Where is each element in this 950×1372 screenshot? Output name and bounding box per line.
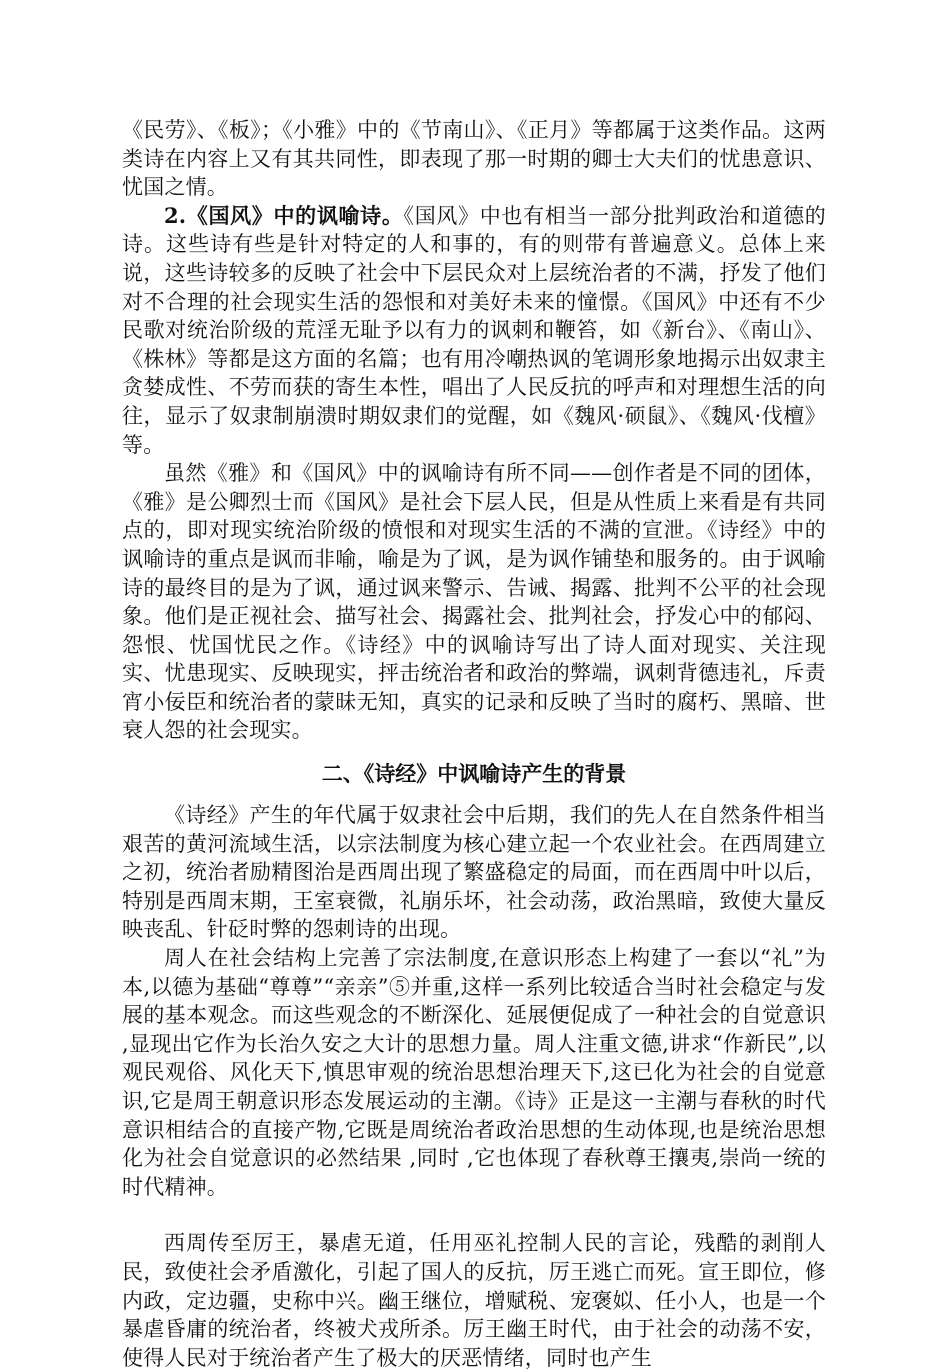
paragraph-continued: 《民劳》、《板》；《小雅》中的《节南山》、《正月》等都属于这类作品。这两类诗在内容上又有其共同性，即表现了那一时期的卿士大夫们的忧患意识、忧国之情。 [122, 118, 826, 200]
paragraph-background: 《诗经》产生的年代属于奴隶社会中后期，我们的先人在自然条件相当艰苦的黄河流域生活，以宗法制度为核心建立起一个农业社会。在西周建立之初，统治者励精图治是西周出现了繁盛稳定的局面，而在西周中叶以后，特别是西周末期，王室衰微，礼崩乐坏，社会动荡，政治黑暗，致使大量反映丧乱、针砭时弊的怨刺诗的出现。 [122, 803, 826, 942]
document-page [122, 116, 826, 1372]
paragraph-gap [122, 1201, 826, 1229]
paragraph-zhou-ideology: 周人在社会结构上完善了宗法制度,在意识形态上构建了一套以“礼”为本,以德为基础“尊尊”“亲亲”⑤并重,这样一系列比较适合当时社会稳定与发展的基本观念。而这些观念的不断深化、延展便促成了一种社会的自觉意识 ,显现出它作为长治久安之大计的思想力量。周人注重文德,讲求“作新民”,以观民观俗、风化天下,慎思审观的统治思想治理天下,这已化为社会的自觉意识,它是周王朝意识形态发展运动的主潮。《诗》正是这一主潮与春秋的时代意识相结合的直接产物,它既是周统治者政治思想的生动体现,也是统治思想化为社会自觉意识的必然结果 ,同时 ,它也体现了春秋尊王攘夷,崇尚一统的时代精神。 [122, 946, 826, 1199]
subheading-guofeng-satire: 2.《国风》中的讽喻诗。 [164, 202, 404, 228]
paragraph-guofeng-satire [122, 202, 826, 459]
paragraph-guofeng-body: 《国风》中也有相当一部分批判政治和道德的诗。这些诗有些是针对特定的人和事的，有的则带有普遍意义。总体上来说，这些诗较多的反映了社会中下层民众对上层统治者的不满，抒发了他们对不合理的社会现实生活的怨恨和对美好未来的憧憬。《国风》中还有不少民歌对统治阶级的荒淫无耻予以有力的讽刺和鞭笞，如《新台》、《南山》、《株林》等都是这方面的名篇；也有用冷嘲热讽的笔调形象地揭示出奴隶主贪婪成性、不劳而获的寄生本性，唱出了人民反抗的呼声和对理想生活的向往，显示了奴隶制崩溃时期奴隶们的觉醒，如《魏风·硕鼠》、《魏风·伐檀》等。 [122, 203, 827, 457]
paragraph-comparison: 虽然《雅》和《国风》中的讽喻诗有所不同——创作者是不同的团体，《雅》是公卿烈士而《国风》是社会下层人民，但是从性质上来看是有共同点的，即对现实统治阶级的愤恨和对现实生活的不满的宣泄。《诗经》中的讽喻诗的重点是讽而非喻，喻是为了讽，是为讽作铺垫和服务的。由于讽喻诗的最终目的是为了讽，通过讽来警示、告诫、揭露、批判不公平的社会现象。他们是正视社会、描写社会、揭露社会、批判社会，抒发心中的郁闷、怨恨、忧国忧民之作。《诗经》中的讽喻诗写出了诗人面对现实、关注现实、忧患现实、反映现实，抨击统治者和政治的弊端，讽刺背德违礼，斥责宵小佞臣和统治者的蒙昧无知，真实的记录和反映了当时的腐朽、黑暗、世衰人怨的社会现实。 [122, 461, 826, 743]
paragraph-western-zhou: 西周传至厉王，暴虐无道，任用巫礼控制人民的言论，残酷的剥削人民，致使社会矛盾激化，引起了国人的反抗，厉王逃亡而死。宣王即位，修内政，定边疆，史称中兴。幽王继位，增赋税、宠褒姒、任小人，也是一个暴虐昏庸的统治者，终被犬戎所杀。厉王幽王时代，由于社会的动荡不安，使得人民对于统治者产生了极大的厌恶情绪，同时也产生 [122, 1231, 826, 1370]
section-title: 二、《诗经》中讽喻诗产生的背景 [321, 761, 627, 787]
